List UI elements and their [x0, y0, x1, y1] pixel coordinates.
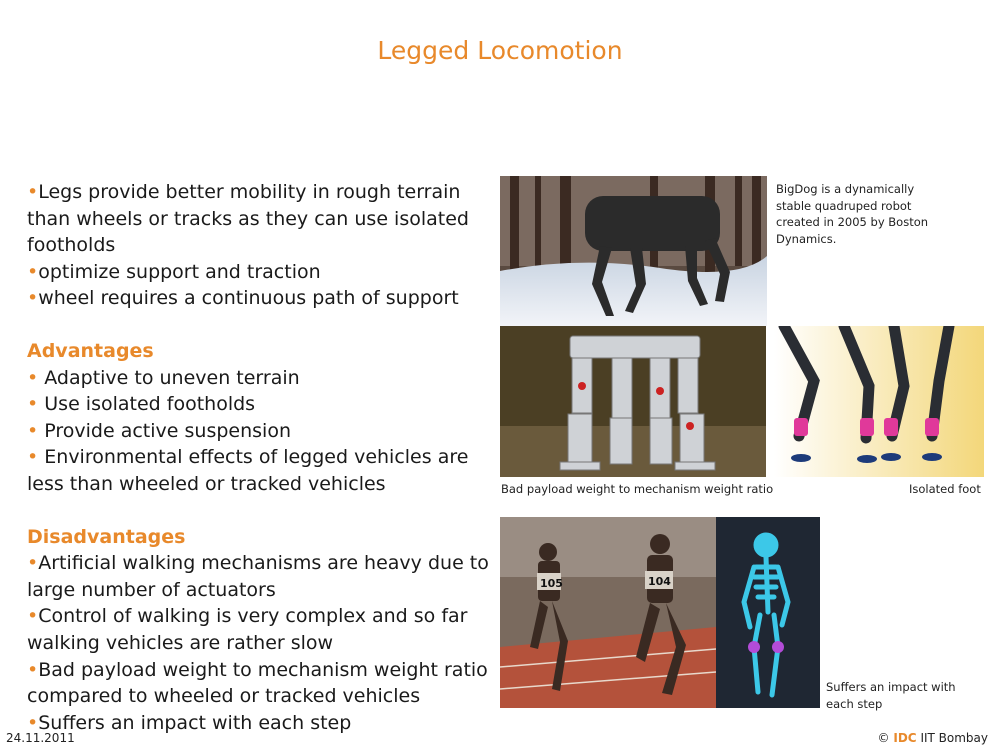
impact-caption: Suffers an impact with each step	[826, 680, 956, 711]
intro-item: •wheel requires a continuous path of support	[27, 287, 459, 310]
advantages-heading: Advantages	[27, 339, 154, 362]
slide-title: Legged Locomotion	[377, 36, 623, 65]
copyright-icon: ©	[877, 731, 890, 745]
payload-caption: Bad payload weight to mechanism weight ratio	[501, 482, 774, 496]
skeleton-image	[716, 517, 820, 708]
intro-item: •Legs provide better mobility in rough terrain than wheels or tracks as they can use isolated footholds	[27, 181, 469, 257]
runners-photo	[500, 517, 716, 708]
disadvantage-item: •Control of walking is very complex and so far walking vehicles are rather slow	[27, 605, 468, 654]
bullet-list	[27, 179, 497, 736]
advantage-item: • Use isolated footholds	[27, 393, 256, 416]
bigdog-photo	[500, 176, 767, 326]
bib-104: 104	[648, 575, 671, 588]
disadvantage-item: •Artificial walking mechanisms are heavy due to large number of actuators	[27, 552, 489, 601]
idc-label: IDC	[893, 731, 917, 745]
footer-brand	[878, 731, 988, 745]
foot-photo	[774, 326, 984, 477]
disadvantages-heading: Disadvantages	[27, 525, 186, 548]
foot-caption: Isolated foot	[909, 482, 981, 496]
bib-105: 105	[540, 577, 563, 590]
disadvantage-item: •Suffers an impact with each step	[27, 711, 352, 734]
advantage-item: • Environmental effects of legged vehicles are less than wheeled or tracked vehicles	[27, 446, 469, 495]
advantage-item: • Adaptive to uneven terrain	[27, 366, 300, 389]
intro-item: •optimize support and traction	[27, 260, 321, 283]
footer-date: 24.11.2011	[6, 731, 75, 745]
disadvantage-item: •Bad payload weight to mechanism weight ratio compared to wheeled or tracked vehicles	[27, 658, 488, 708]
bigdog-caption: BigDog is a dynamically stable quadruped robot created in 2005 by Boston Dynamics.	[776, 182, 929, 246]
mechanism-photo	[500, 326, 766, 477]
institute-label: IIT Bombay	[920, 731, 988, 745]
advantage-item: • Provide active suspension	[27, 419, 291, 442]
